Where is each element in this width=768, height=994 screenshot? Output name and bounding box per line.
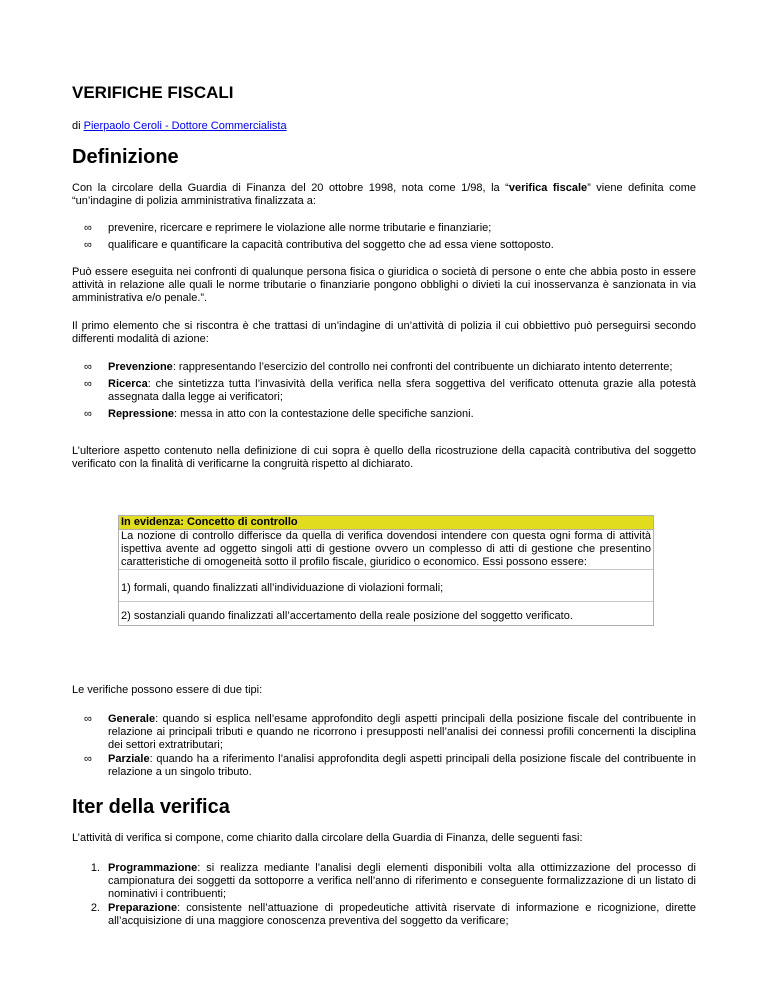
- intro-bold-term: verifica fiscale: [508, 182, 588, 194]
- list-item-text: qualificare e quantificare la capacità contributiva del soggetto che ad essa viene sottoposto.: [108, 239, 554, 251]
- highlight-box: [118, 515, 654, 626]
- modes-bullet-list: [72, 361, 696, 421]
- types-intro-paragraph: Le verifiche possono essere di due tipi:: [72, 684, 263, 696]
- section-heading-iter: Iter della verifica: [72, 796, 230, 818]
- bullet-icon: ∞: [84, 378, 92, 390]
- mode-term: Prevenzione: [108, 361, 173, 373]
- list-item: [72, 239, 696, 252]
- iter-intro-paragraph: L’attività di verifica si compone, come chiarito dalla circolare della Guardia di Finanza, delle seguenti fasi:: [72, 832, 583, 844]
- mode-text: : rappresentando l’esercizio del controllo nei confronti del contribuente un dichiarato intento deterrente;: [172, 361, 673, 373]
- list-item: [72, 753, 696, 779]
- bullet-icon: ∞: [84, 408, 92, 420]
- highlight-box-item: 1) formali, quando finalizzati all’individuazione di violazioni formali;: [119, 570, 653, 602]
- mode-term: Ricerca: [108, 378, 148, 390]
- steps-numbered-list: [72, 862, 696, 928]
- list-item: [72, 862, 696, 901]
- list-item: [72, 222, 696, 235]
- section-heading-definizione: Definizione: [72, 146, 179, 168]
- step-number: 1.: [90, 862, 100, 874]
- step-term: Programmazione: [108, 862, 198, 874]
- bullet-icon: ∞: [84, 753, 92, 765]
- list-item-text: prevenire, ricercare e reprimere le violazione alle norme tributarie e finanziarie;: [108, 222, 492, 234]
- intro-text-a: Con la circolare della Guardia di Finanza del 20 ottobre 1998, nota come 1/98, la “: [72, 182, 509, 194]
- mode-term: Repressione: [108, 408, 175, 420]
- list-item: [72, 408, 696, 421]
- scope-paragraph: Può essere eseguita nei confronti di qualunque persona fisica o giuridica o società di persone o ente che abbia posto in essere attività in relazione alle quali le norme tributarie o finanziarie pongono obblighi o divieti la cui inosservanza è sanzionata in via amministrativa e/o penale.”.: [72, 266, 696, 304]
- type-text: : quando si esplica nell’esame approfondito degli aspetti principali della posizione fiscale del contribuente in relazione ai principali tributi e quando ne ricorrono i presupposti nell’analisi dei connessi profili concernenti la disciplina dei settori extratributari;: [108, 713, 696, 751]
- definition-bullet-list: [72, 222, 696, 252]
- type-text: : quando ha a riferimento l’analisi approfondita degli aspetti principali della posizione fiscale del contribuente in relazione a un singolo tributo.: [108, 753, 696, 778]
- list-item: [72, 713, 696, 752]
- type-term: Generale: [108, 713, 156, 725]
- list-item: [72, 902, 696, 928]
- types-bullet-list: [72, 713, 696, 779]
- byline: [72, 120, 287, 132]
- bullet-icon: ∞: [84, 361, 92, 373]
- highlight-box-item: 2) sostanziali quando finalizzati all’accertamento della reale posizione del soggetto verificato.: [121, 610, 573, 622]
- bullet-icon: ∞: [84, 713, 92, 725]
- step-text: : si realizza mediante l’analisi degli elementi disponibili volta alla ottimizzazione del processo di campionatura dei soggetti da sottoporre a verifica nell’anno di riferimento e conseguente formalizzazione di un listato di nominativi i contribuenti;: [108, 862, 696, 900]
- modes-intro-paragraph: Il primo elemento che si riscontra è che trattasi di un’indagine di un’attività di polizia il cui obbiettivo può perseguirsi secondo differenti modalità di azione:: [72, 320, 696, 345]
- author-link[interactable]: Pierpaolo Ceroli - Dottore Commercialista: [83, 120, 287, 132]
- step-term: Preparazione: [108, 902, 178, 914]
- list-item: [72, 361, 696, 374]
- capacity-paragraph: L’ulteriore aspetto contenuto nella definizione di cui sopra è quello della ricostruzione della capacità contributiva del soggetto verificato con la finalità di verificarne la congruità rispetto al dichiarato.: [72, 445, 696, 470]
- byline-prefix: di: [72, 120, 81, 132]
- step-number: 2.: [90, 902, 100, 914]
- intro-paragraph: [72, 182, 696, 208]
- highlight-box-title: In evidenza: Concetto di controllo: [119, 516, 653, 530]
- mode-text: : messa in atto con la contestazione delle specifiche sanzioni.: [174, 408, 474, 420]
- bullet-icon: ∞: [84, 239, 92, 251]
- document-title: VERIFICHE FISCALI: [72, 83, 234, 102]
- step-text: : consistente nell’attuazione di propedeutiche attività riservate di informazione e ricognizione, dirette all’acquisizione di una maggiore conoscenza preventiva del soggetto da verificare;: [108, 902, 696, 927]
- list-item: [72, 378, 696, 404]
- mode-text: : che sintetizza tutta l’invasività della verifica nella sfera soggettiva del verificato ottenuta grazie alla potestà assegnata dalla legge ai verificatori;: [108, 378, 696, 403]
- bullet-icon: ∞: [84, 222, 92, 234]
- type-term: Parziale: [108, 753, 150, 765]
- intro-text-b: ” viene definita come “un’indagine di polizia amministrativa finalizzata a:: [72, 182, 697, 207]
- highlight-box-body: La nozione di controllo differisce da quella di verifica dovendosi intendere con questa ogni forma di attività ispettiva avente ad oggetto singoli atti di gestione ovvero un complesso di atti di gestione che presentino caratteristiche di omogeneità sotto il profilo fiscale, giuridico o economico. Essi possono essere:: [121, 530, 651, 568]
